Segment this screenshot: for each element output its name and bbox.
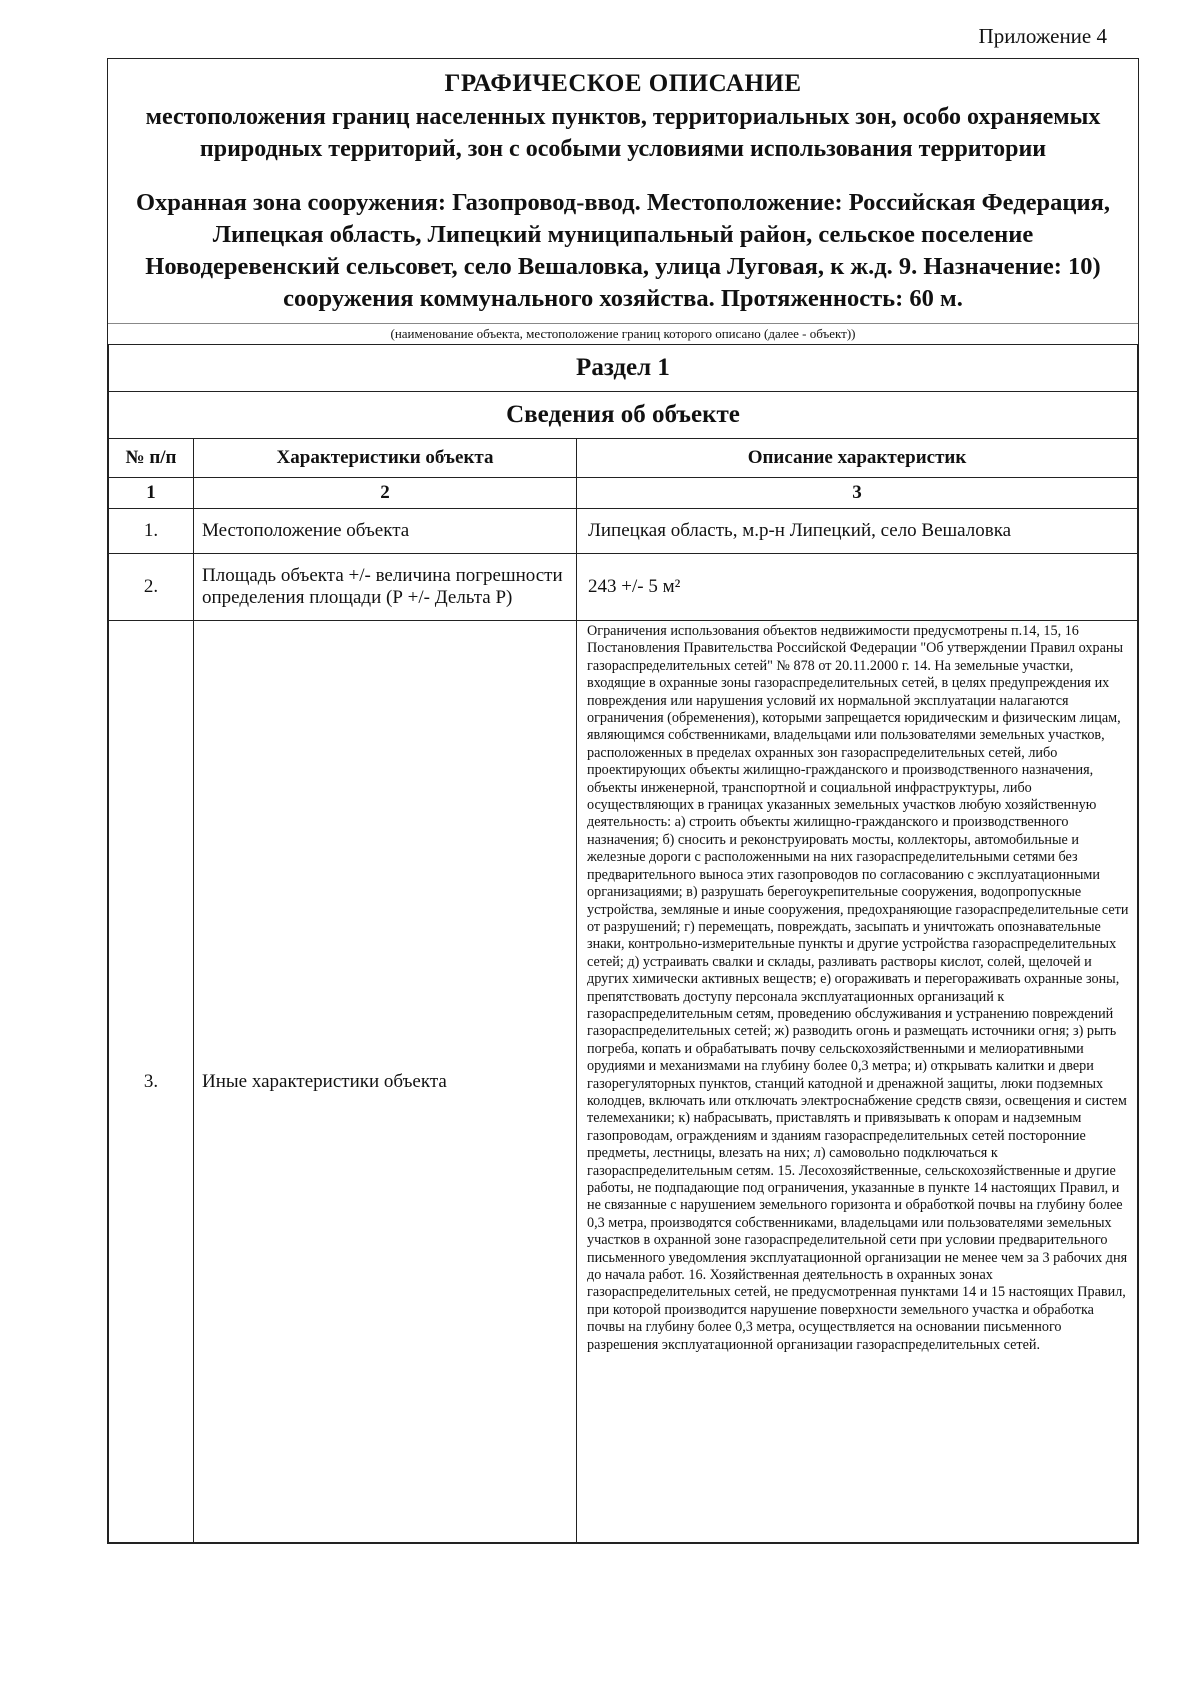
table-row [109, 621, 1138, 1543]
row-description: Ограничения использования объектов недвижимости предусмотрены п.14, 15, 16 Постановления Правительства Российской Федерации "Об утверждении Правил охраны газораспределительных сетей" № 878 от 20.11.2000 г. 14. На земельные участки, входящие в охранные зоны газораспределительных сетей, в целях предупреждения их повреждения или нарушения условий их нормальной эксплуатации налагаются ограничения (обременения), которыми запрещается юридическим и физическим лицам, являющимся собственниками, владельцами или пользователями земельных участков, расположенных в пределах охранных зон газораспределительных сетей, либо проектирующих объекты жилищно-гражданского и производственного назначения, объекты инженерной, транспортной и социальной инфраструктуры, либо осуществляющих в границах указанных земельных участков любую хозяйственную деятельность: а) строить объекты жилищно-гражданского и производственного назначения; б) сносить и реконструировать мосты, коллекторы, автомобильные и железные дороги с расположенными на них газораспределительными сетями без предварительного выноса этих газопроводов по согласованию с эксплуатационными организациями; в) разрушать берегоукрепительные сооружения, водопропускные устройства, земляные и иные сооружения, предохраняющие газораспределительные сети от разрушений; г) перемещать, повреждать, засыпать и уничтожать опознавательные знаки, контрольно-измерительные пункты и другие устройства газораспределительных сетей; д) устраивать свалки и склады, разливать растворы кислот, солей, щелочей и других химически активных веществ; е) огораживать и перегораживать охранные зоны, препятствовать доступу персонала эксплуатационных организаций к газораспределительным сетям, проведению обслуживания и устранению повреждений газораспределительных сетей; ж) разводить огонь и размещать источники огня; з) рыть погреба, копать и обрабатывать почву сельскохозяйственными и мелиоративными орудиями и механизмами на глубину более 0,3 метра; и) открывать калитки и двери газорегуляторных пунктов, станций катодной и дренажной защиты, люки подземных колодцев, включать или отключать электроснабжение средств связи, освещения и систем телемеханики; к) набрасывать, приставлять и привязывать к опорам и надземным газопроводам, ограждениям и зданиям газораспределительных сетей посторонние предметы, лестницы, влезать на них; л) самовольно подключаться к газораспределительным сетям. 15. Лесохозяйственные, сельскохозяйственные и другие работы, не подпадающие под ограничения, указанные в пункте 14 настоящих Правил, и не связанные с нарушением земельного горизонта и обработкой почвы на глубину более 0,3 метра, производятся собственниками, владельцами или пользователями земельных участков в охранной зоне газораспределительной сети при условии предварительного письменного уведомления эксплуатационной организации не менее чем за 3 рабочих дня до начала работ. 16. Хозяйственная деятельность в охранных зонах газораспределительных сетей, не предусмотренная пунктами 14 и 15 настоящих Правил, при которой производится нарушение поверхности земельного участка и обработка почвы на глубину более 0,3 метра, осуществляется на основании письменного разрешения эксплуатационной организации газораспределительных сетей. [577, 621, 1138, 1543]
object-name-caption: (наименование объекта, местоположение границ которого описано (далее - объект)) [108, 323, 1138, 344]
row-characteristic-cell [194, 554, 577, 621]
row-description: Липецкая область, м.р-н Липецкий, село Вешаловка [577, 509, 1138, 554]
section-title-row [109, 345, 1138, 392]
document-header [108, 59, 1138, 317]
column-number-2: 2 [194, 478, 577, 509]
row-number: 3. [109, 621, 194, 1543]
column-number-3: 3 [577, 478, 1138, 509]
document-frame [107, 58, 1139, 1544]
table-row [109, 509, 1138, 554]
section-subtitle-row [109, 392, 1138, 439]
appendix-label: Приложение 4 [978, 24, 1107, 48]
row-characteristic: Иные характеристики объекта [194, 621, 577, 1543]
column-number-1: 1 [109, 478, 194, 509]
object-info-table [108, 344, 1138, 1543]
row-number: 1. [109, 509, 194, 554]
row-characteristic: Площадь объекта +/- величина погрешности определения площади (Р +/- Дельта Р) [202, 565, 563, 608]
row-characteristic: Местоположение объекта [194, 509, 577, 554]
column-header-number: № п/п [109, 439, 194, 478]
table-row [109, 554, 1138, 621]
column-header-description: Описание характеристик [577, 439, 1138, 478]
document-title: ГРАФИЧЕСКОЕ ОПИСАНИЕ [444, 70, 802, 97]
table-header-row [109, 439, 1138, 478]
document-subtitle: местоположения границ населенных пунктов, территориальных зон, особо охраняемых природных территорий, зон с особыми условиями использования территории [145, 104, 1101, 162]
row-description: 243 +/- 5 м² [577, 554, 1138, 621]
row-number: 2. [109, 554, 194, 621]
section-subtitle: Сведения об объекте [109, 392, 1138, 439]
object-name: Охранная зона сооружения: Газопровод-ввод. Местоположение: Российская Федерация, Липецкая область, Липецкий муниципальный район, сельское поселение Новодеревенский сельсовет, село Вешаловка, улица Луговая, к ж.д. 9. Назначение: 10) сооружения коммунального хозяйства. Протяженность: 60 м. [136, 189, 1110, 312]
section-title: Раздел 1 [109, 345, 1138, 392]
column-number-row [109, 478, 1138, 509]
column-header-characteristic: Характеристики объекта [194, 439, 577, 478]
